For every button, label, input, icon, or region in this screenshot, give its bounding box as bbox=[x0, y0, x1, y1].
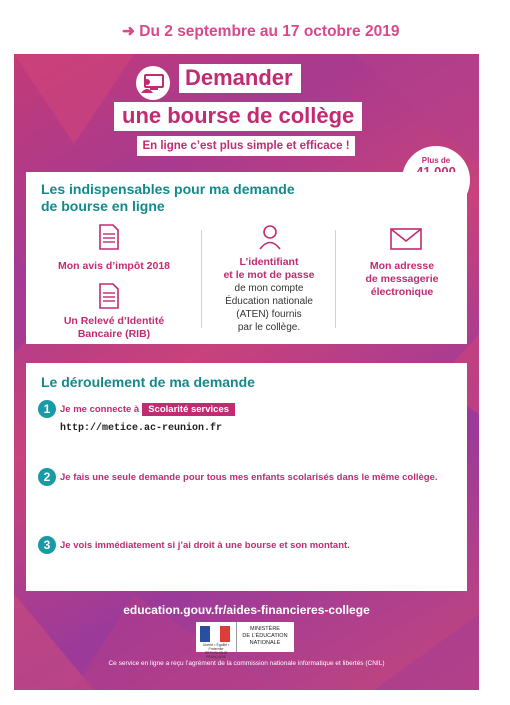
requirements-title-line-1: Les indispensables pour ma demande bbox=[41, 181, 295, 197]
column-divider bbox=[201, 230, 202, 328]
compte-line-1: de mon compte bbox=[234, 283, 304, 294]
rib-label-line-1: Un Relevé d’Identité bbox=[63, 315, 165, 327]
computer-user-icon bbox=[136, 66, 170, 100]
tagline: En ligne c’est plus simple et efficace ! bbox=[137, 136, 355, 156]
steps-title: Le déroulement de ma demande bbox=[41, 374, 255, 390]
ministry-line-1: MINISTÈRE bbox=[250, 626, 280, 632]
cnil-notice: Ce service en ligne a reçu l’agrément de la commission nationale informatique et libertés (CNIL) bbox=[108, 660, 385, 667]
document-icon bbox=[98, 224, 120, 250]
marianne-flag-icon bbox=[200, 626, 230, 642]
step-1-label: Je me connecte à bbox=[60, 404, 140, 415]
poster bbox=[14, 54, 479, 690]
step-3-number: 3 bbox=[38, 536, 56, 554]
step-2-text: Je fais une seule demande pour tous mes enfants scolarisés dans le même collège. bbox=[60, 472, 438, 483]
compte-line-4: par le collège. bbox=[237, 322, 301, 333]
title-line-2: une bourse de collège bbox=[114, 102, 362, 131]
compte-line-3: (ATEN) fournis bbox=[236, 309, 302, 320]
ministry-line-3: NATIONALE bbox=[249, 640, 281, 646]
user-icon bbox=[258, 224, 282, 250]
identifiant-line-2: et le mot de passe bbox=[223, 269, 315, 281]
column-divider bbox=[335, 230, 336, 328]
avis-impot-label: Mon avis d’impôt 2018 bbox=[57, 260, 171, 272]
title-block bbox=[109, 62, 379, 136]
scolarite-services-link[interactable]: Scolarité services bbox=[142, 403, 235, 416]
adresse-line-3: électronique bbox=[370, 286, 434, 298]
republique-motto bbox=[198, 643, 234, 659]
document-icon bbox=[98, 283, 120, 309]
ministry-line-2: DE L’ÉDUCATION bbox=[242, 633, 288, 639]
logo-divider bbox=[236, 622, 237, 652]
republique-text: RÉPUBLIQUE FRANÇAISE bbox=[204, 651, 228, 659]
compte-line-2: Éducation nationale bbox=[225, 296, 313, 307]
identifiant-line-1: L’identifiant bbox=[239, 256, 299, 268]
footer-url[interactable]: education.gouv.fr/aides-financieres-college bbox=[123, 603, 370, 617]
step-3-text: Je vois immédiatement si j’ai droit à une bourse et son montant. bbox=[60, 540, 350, 551]
step-1-number: 1 bbox=[38, 400, 56, 418]
stat-prefix: Plus de bbox=[421, 156, 451, 165]
title-line-1: Demander bbox=[179, 64, 301, 93]
adresse-line-2: de messagerie bbox=[365, 273, 439, 285]
steps-card bbox=[26, 363, 467, 591]
rib-label-line-2: Bancaire (RIB) bbox=[77, 328, 151, 340]
step-1-text bbox=[60, 403, 235, 416]
ministry-name bbox=[238, 626, 292, 647]
ministry-logo bbox=[196, 622, 294, 659]
requirements-title-line-2: de bourse en ligne bbox=[41, 198, 165, 214]
metice-url[interactable]: http://metice.ac-reunion.fr bbox=[60, 423, 223, 434]
motto-text: Liberté • Égalité • Fraternité bbox=[202, 643, 230, 651]
adresse-line-1: Mon adresse bbox=[369, 260, 435, 272]
date-range: ➜ Du 2 septembre au 17 octobre 2019 bbox=[122, 23, 400, 40]
requirements-card bbox=[26, 172, 467, 344]
envelope-icon bbox=[390, 228, 422, 250]
step-2-number: 2 bbox=[38, 468, 56, 486]
